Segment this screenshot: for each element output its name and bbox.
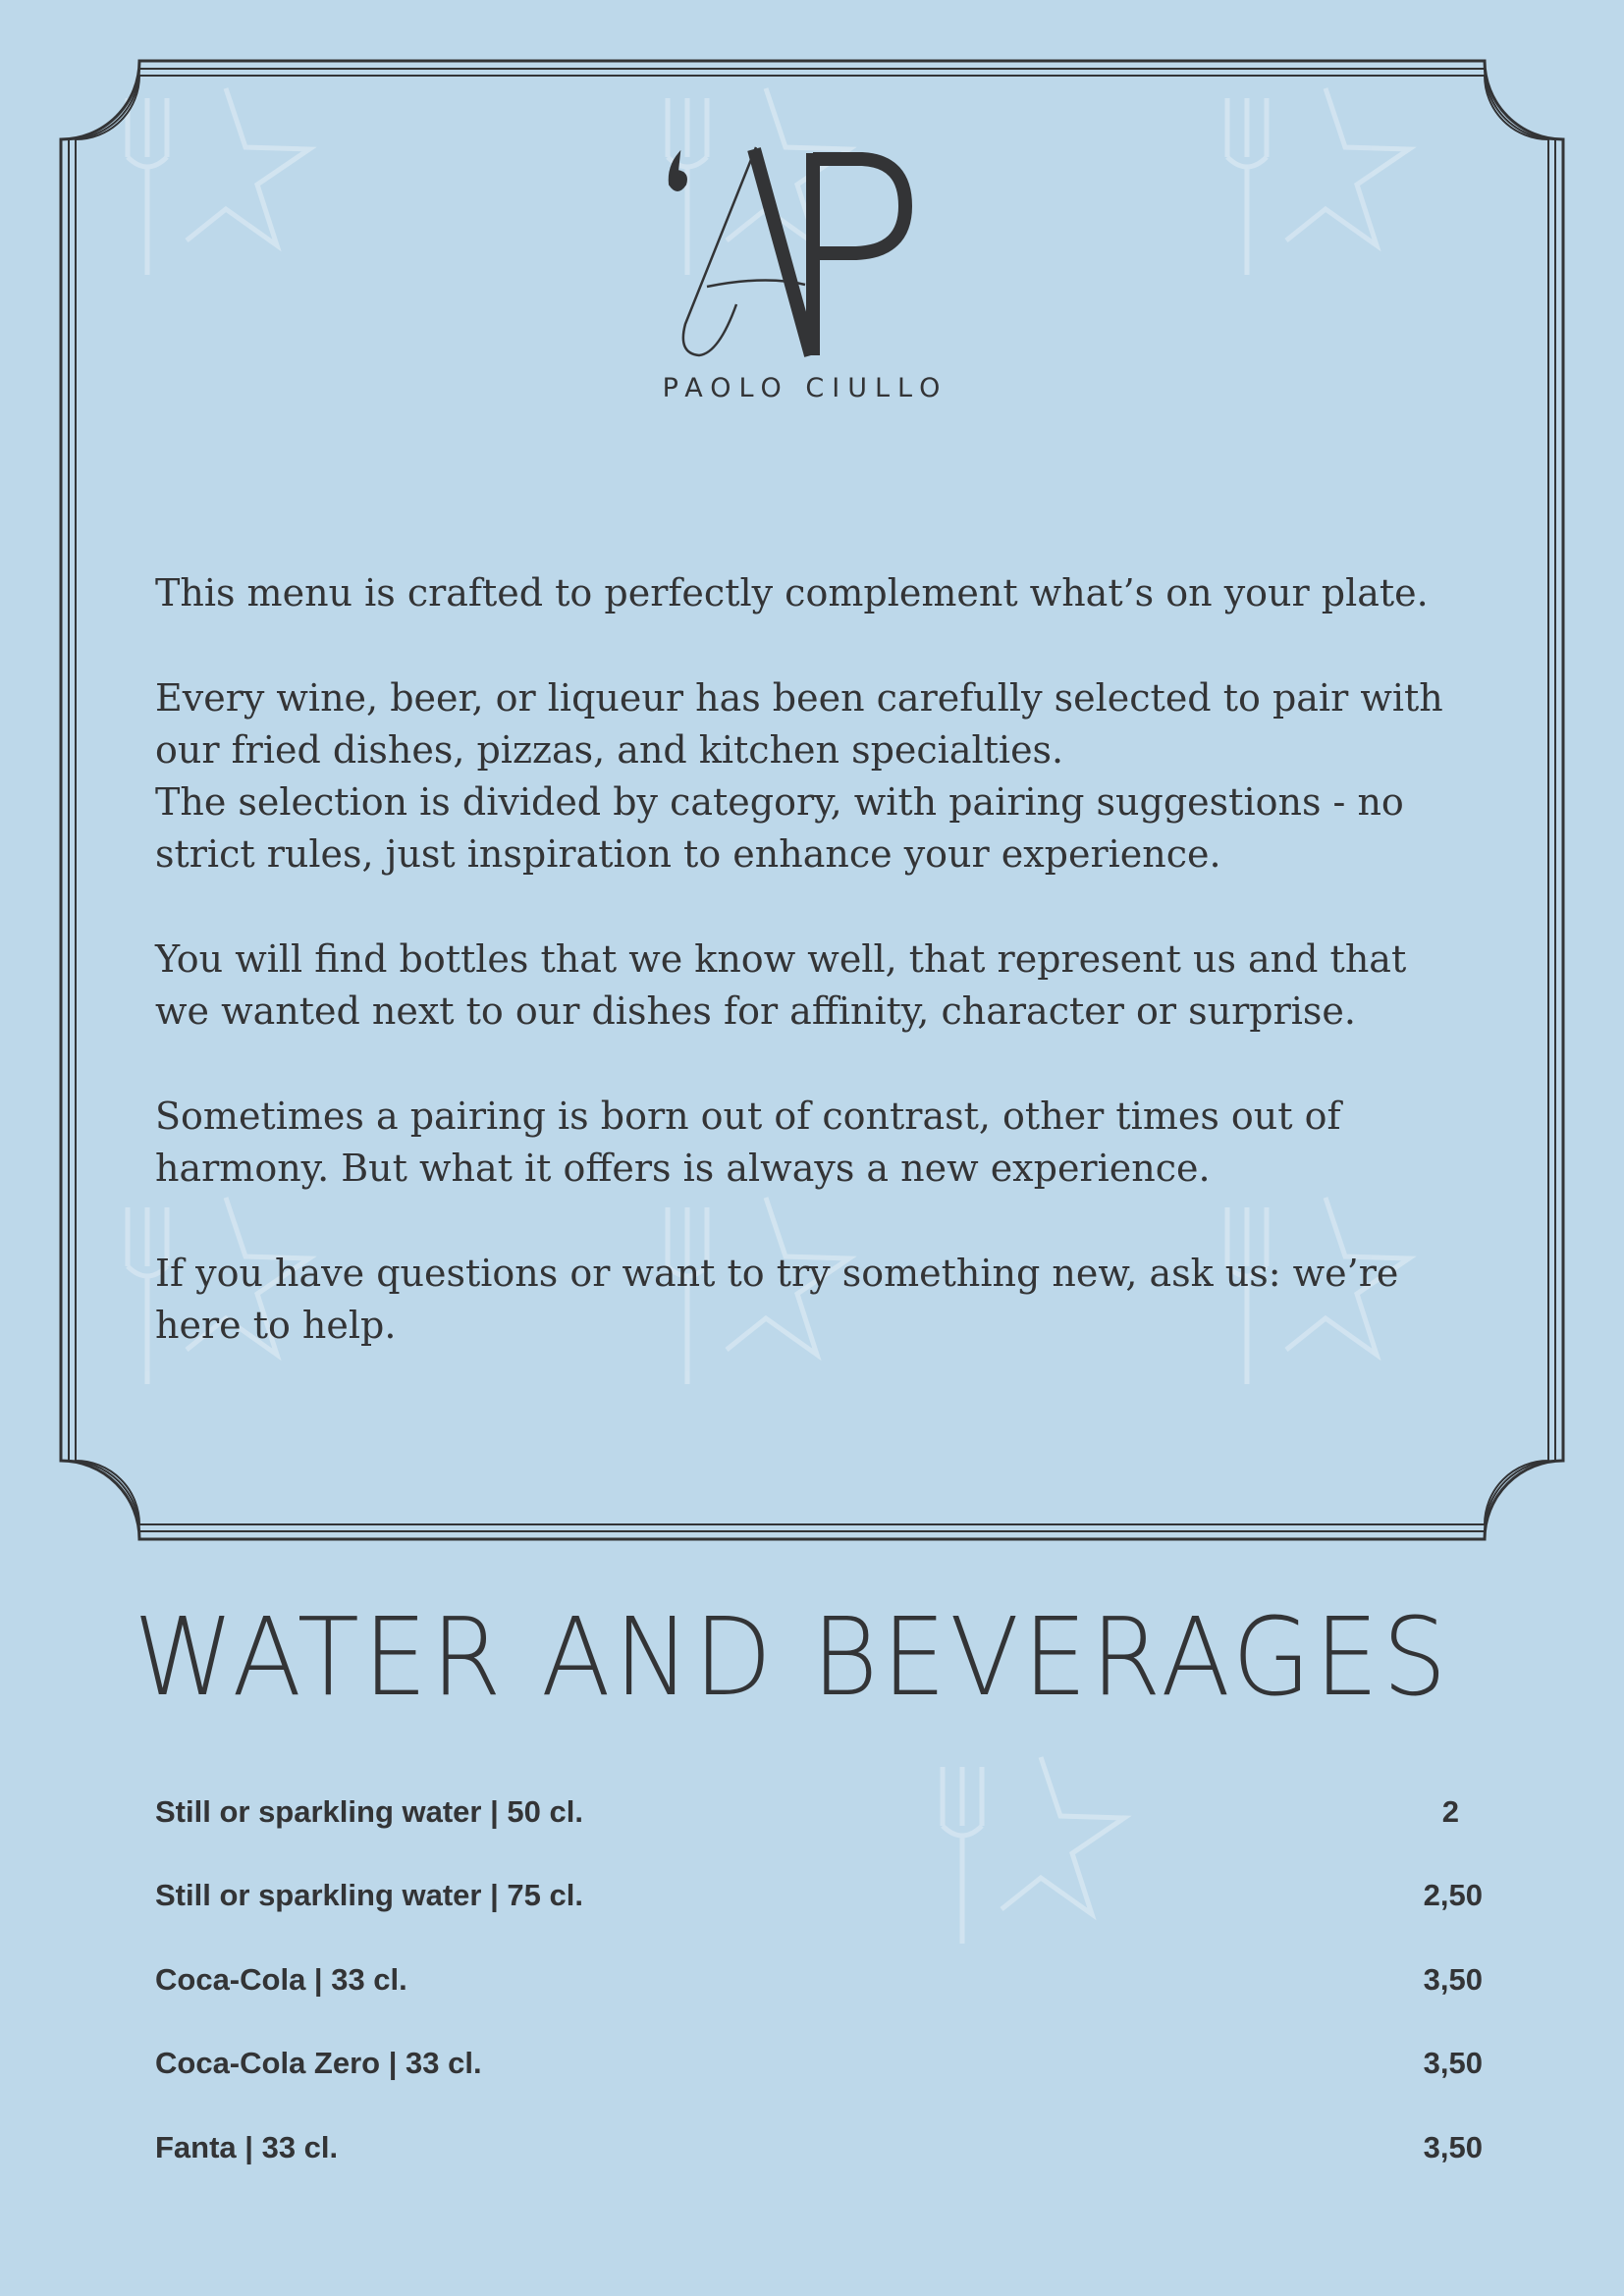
menu-item bbox=[155, 2022, 1483, 2107]
menu-item-price: 3,50 bbox=[1423, 1961, 1483, 1997]
section-title: WATER AND BEVERAGES bbox=[134, 1594, 1451, 1720]
menu-item bbox=[155, 2106, 1483, 2190]
menu-item-name: Fanta | 33 cl. bbox=[155, 2129, 339, 2164]
menu-item-price: 2 bbox=[1441, 1793, 1459, 1829]
menu-item bbox=[155, 1854, 1483, 1939]
menu-item-price: 3,50 bbox=[1423, 2129, 1483, 2164]
intro-paragraph: The selection is divided by category, with pairing suggestions - no strict rules, just inspiration to enhance your experience. bbox=[155, 780, 1404, 876]
intro-paragraph: Sometimes a pairing is born out of contrast, other times out of harmony. But what it offers is always a new experience. bbox=[155, 1095, 1341, 1190]
intro-text bbox=[155, 567, 1471, 1405]
intro-paragraph: This menu is crafted to perfectly complement what’s on your plate. bbox=[155, 571, 1429, 614]
intro-paragraph: Every wine, beer, or liqueur has been carefully selected to pair with our fried dishes, pizzas, and kitchen specialties. bbox=[155, 676, 1443, 772]
menu-list bbox=[155, 1770, 1483, 2190]
brand-name: PAOLO CIULLO bbox=[662, 373, 948, 403]
menu-item-price: 2,50 bbox=[1423, 1878, 1483, 1913]
menu-item bbox=[155, 1938, 1483, 2022]
menu-item bbox=[155, 1770, 1483, 1854]
menu-item-name: Still or sparkling water | 75 cl. bbox=[155, 1878, 583, 1913]
monogram-logo-icon bbox=[638, 137, 972, 363]
menu-item-name: Coca-Cola | 33 cl. bbox=[155, 1961, 407, 1997]
menu-item-price: 3,50 bbox=[1423, 2046, 1483, 2081]
intro-paragraph: If you have questions or want to try something new, ask us: we’re here to help. bbox=[155, 1252, 1399, 1347]
brand-logo bbox=[628, 137, 982, 422]
menu-item-name: Still or sparkling water | 50 cl. bbox=[155, 1793, 583, 1829]
intro-paragraph: You will find bottles that we know well, that represent us and that we wanted next to our dishes for affinity, character or surprise. bbox=[155, 937, 1407, 1033]
menu-item-name: Coca-Cola Zero | 33 cl. bbox=[155, 2046, 482, 2081]
